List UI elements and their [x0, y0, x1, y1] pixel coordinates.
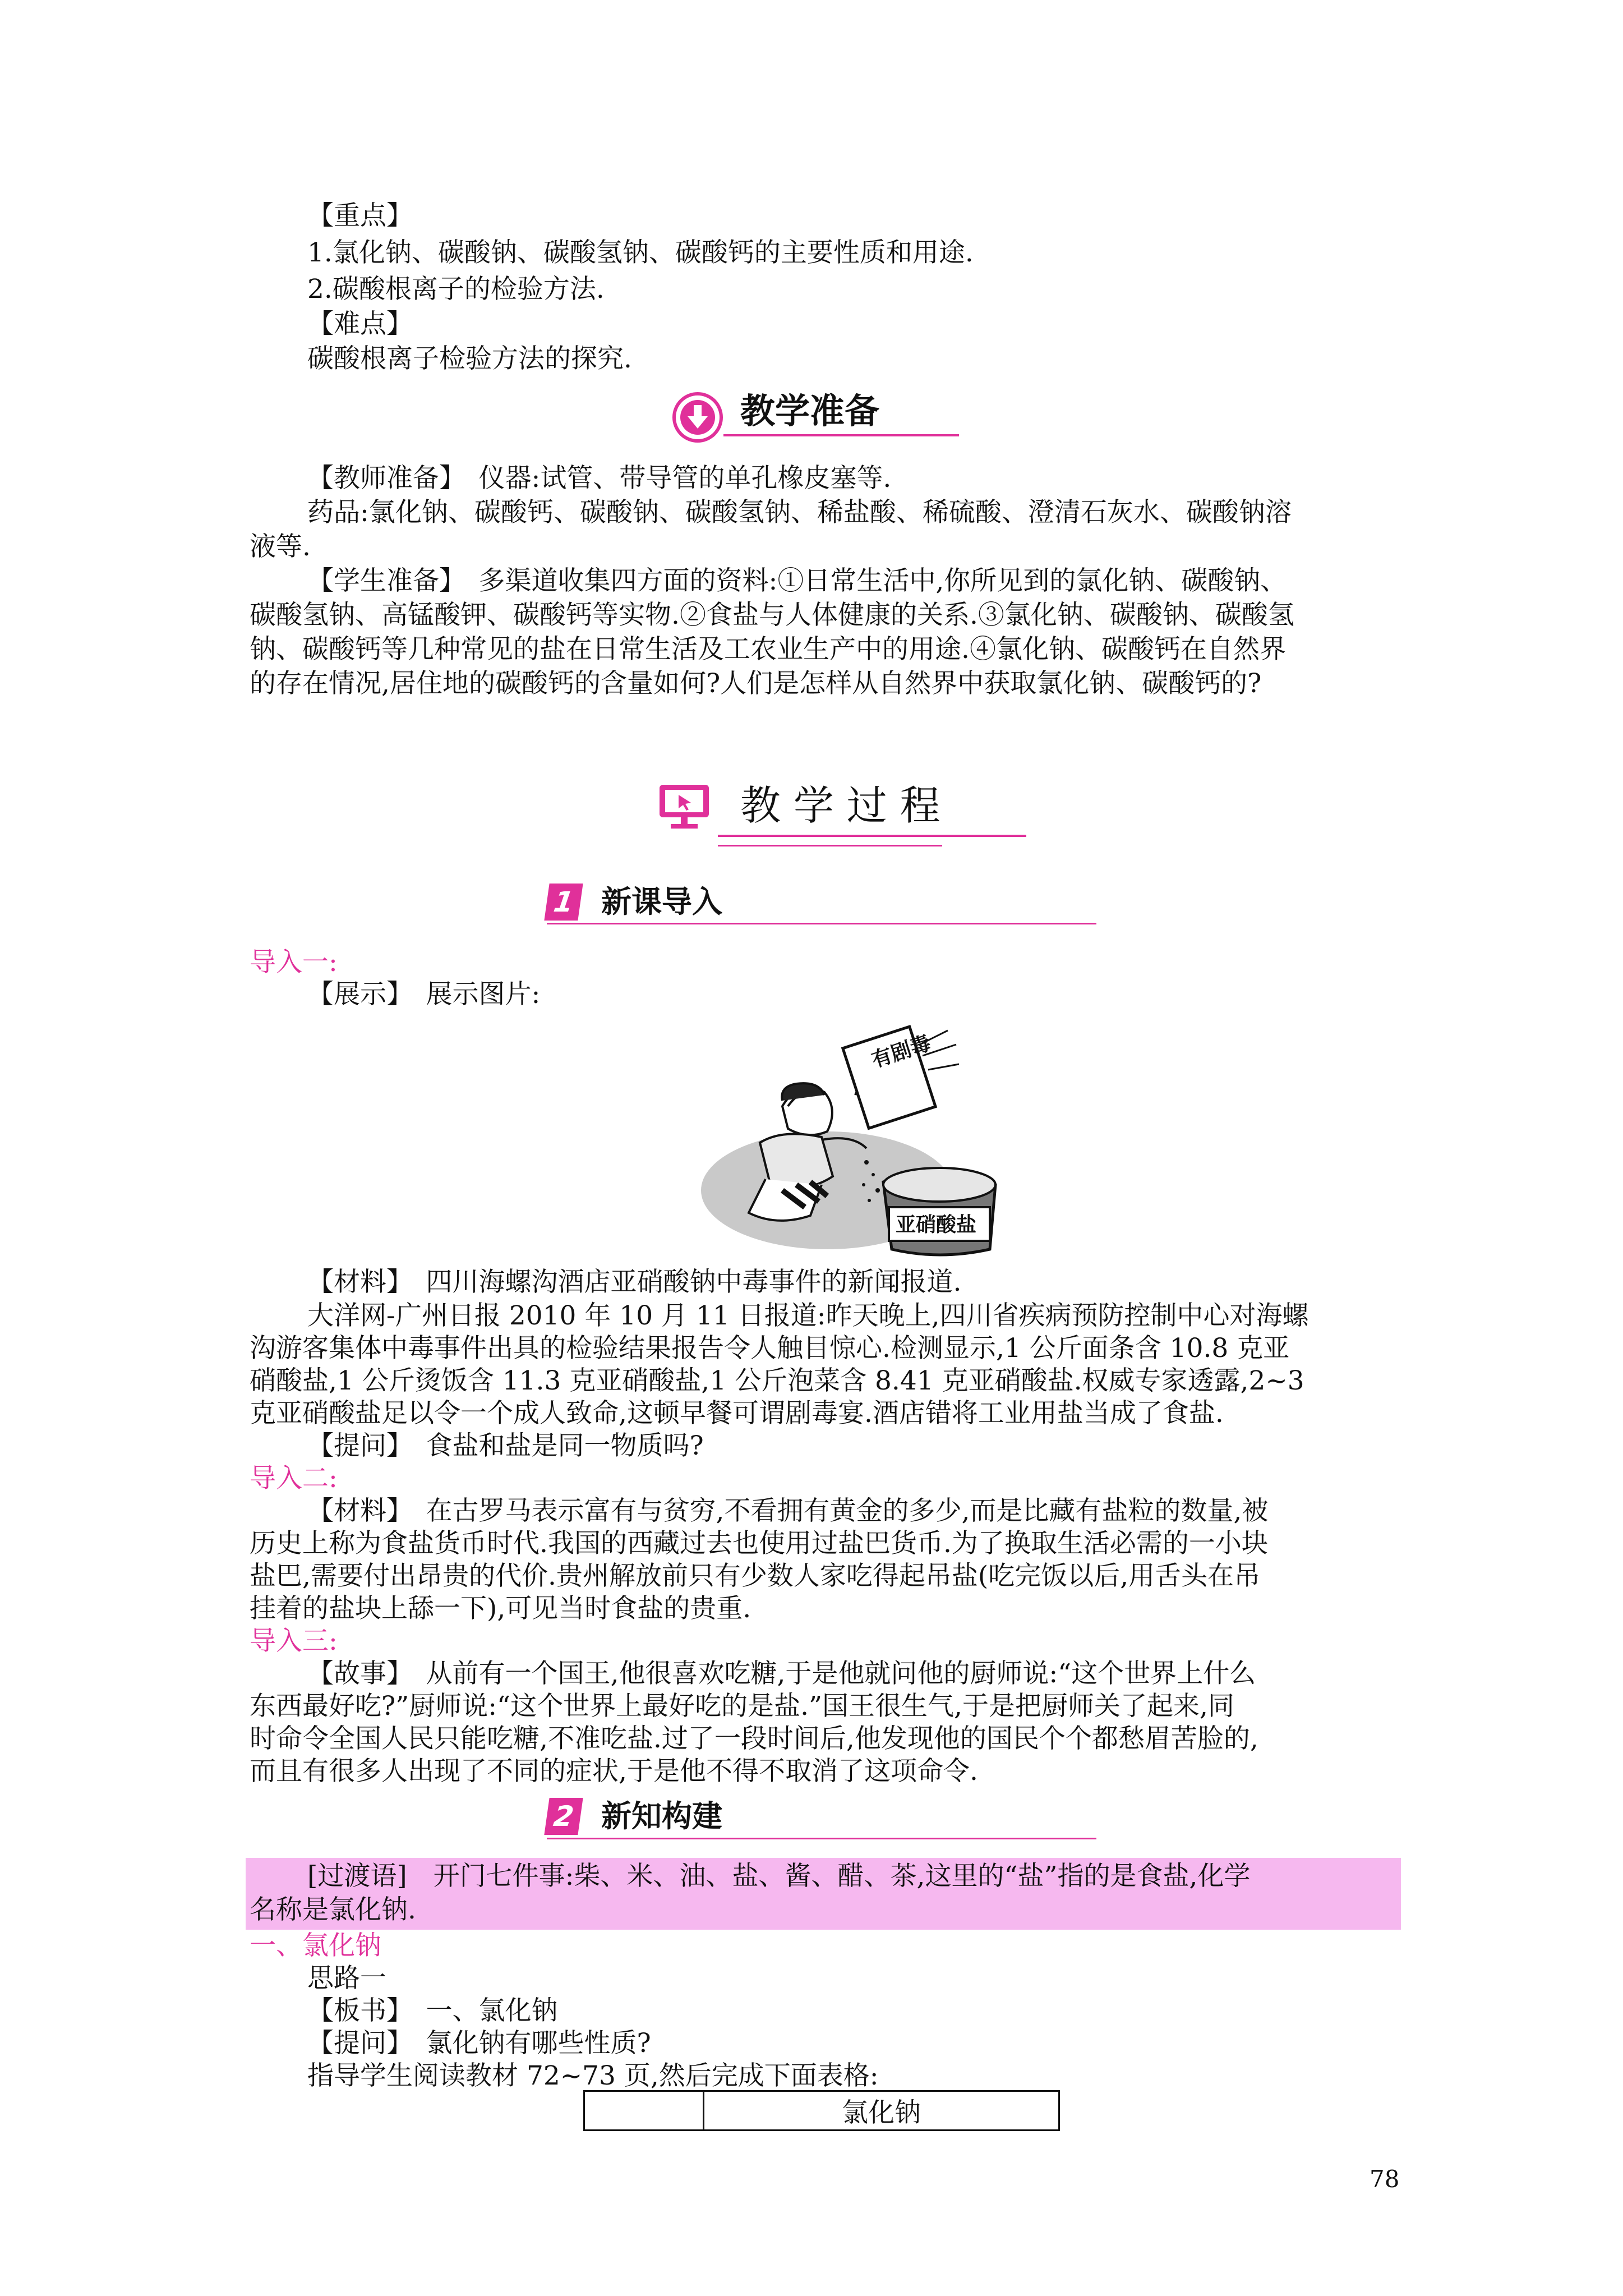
intro-2-label: 导入二: [250, 1463, 338, 1494]
section-1-title: 新课导入 [601, 884, 722, 919]
poison-label: 有剧毒 [869, 1032, 934, 1073]
student-prep-line-1: 【学生准备】 多渠道收集四方面的资料:①日常生活中,你所见到的氯化钠、碳酸钠、 [307, 565, 1287, 596]
intro-1-material-line-2: 沟游客集体中毒事件出具的检验结果报告令人触目惊心.检测显示,1 公斤面条含 10.8 克亚 [250, 1333, 1290, 1364]
intro-2-line-4: 挂着的盐块上舔一下),可见当时食盐的贵重. [250, 1593, 751, 1624]
intro-3-label: 导入三: [250, 1626, 338, 1657]
board-line: 【板书】 一、氯化钠 [307, 1995, 558, 2026]
nitrite-pot-label: 亚硝酸盐 [896, 1213, 977, 1236]
teacher-prep-line-1: 【教师准备】 仪器:试管、带导管的单孔橡皮塞等. [307, 463, 892, 494]
page-number: 78 [1370, 2165, 1400, 2193]
section-1-number: 1 [544, 884, 583, 921]
focus-item-2: 2.碳酸根离子的检验方法. [307, 274, 605, 305]
difficulty-heading: 【难点】 [307, 309, 413, 339]
teacher-prep-line-2: 药品:氯化钠、碳酸钙、碳酸钠、碳酸氢钠、稀盐酸、稀硫酸、澄清石灰水、碳酸钠溶 [307, 497, 1292, 528]
intro-3-line-4: 而且有很多人出现了不同的症状,于是他不得不取消了这项命令. [250, 1756, 978, 1787]
section-2-title: 新知构建 [601, 1798, 722, 1834]
approach-label: 思路一 [307, 1963, 386, 1994]
section-2-rule [547, 1838, 1096, 1839]
process-title-rule-top [718, 835, 1026, 837]
nitrite-poisoning-illustration [698, 1022, 1004, 1258]
focus-item-1: 1.氯化钠、碳酸钠、碳酸氢钠、碳酸钙的主要性质和用途. [307, 237, 974, 268]
guide-line: 指导学生阅读教材 72~73 页,然后完成下面表格: [307, 2060, 879, 2091]
intro-1-material-line-4: 克亚硝酸盐足以令一个成人致命,这顿早餐可谓剧毒宴.酒店错将工业用盐当成了食盐. [250, 1398, 1224, 1429]
intro-2-line-3: 盐巴,需要付出昂贵的代价.贵州解放前只有少数人家吃得起吊盐(吃完饭以后,用舌头在吊 [250, 1561, 1261, 1591]
section-2-number: 2 [544, 1798, 583, 1835]
transition-line-1: [过渡语] 开门七件事:柴、米、油、盐、酱、醋、茶,这里的“盐”指的是食盐,化学 [307, 1861, 1251, 1892]
process-title: 教 学 过 程 [740, 782, 940, 829]
table-header-empty [584, 2091, 704, 2131]
table-row [584, 2091, 1059, 2131]
monitor-icon [656, 781, 712, 831]
intro-1-show: 【展示】 展示图片: [307, 979, 541, 1010]
prep-title-rule [723, 434, 959, 436]
subsection-heading: 一、氯化钠 [250, 1930, 381, 1961]
section-1-rule [547, 923, 1096, 924]
intro-2-line-1: 【材料】 在古罗马表示富有与贫穷,不看拥有黄金的多少,而是比藏有盐粒的数量,被 [307, 1496, 1269, 1526]
intro-3-line-3: 时命令全国人民只能吃糖,不准吃盐.过了一段时间后,他发现他的国民个个都愁眉苦脸的, [250, 1723, 1258, 1754]
student-prep-line-4: 的存在情况,居住地的碳酸钙的含量如何?人们是怎样从自然界中获取氯化钠、碳酸钙的? [250, 668, 1262, 699]
intro-3-line-2: 东西最好吃?”厨师说:“这个世界上最好吃的是盐.”国王很生气,于是把厨师关了起来,同 [250, 1691, 1234, 1722]
intro-1-material-line-3: 硝酸盐,1 公斤烫饭含 11.3 克亚硝酸盐,1 公斤泡菜含 8.41 克亚硝酸盐.权威专家透露,2~3 [250, 1365, 1304, 1396]
difficulty-text: 碳酸根离子检验方法的探究. [307, 343, 632, 374]
intro-3-line-1: 【故事】 从前有一个国王,他很喜欢吃糖,于是他就问他的厨师说:“这个世界上什么 [307, 1658, 1256, 1689]
student-prep-line-2: 碳酸氢钠、高锰酸钾、碳酸钙等实物.②食盐与人体健康的关系.③氯化钠、碳酸钠、碳酸氢 [250, 600, 1294, 631]
prep-title: 教学准备 [740, 390, 880, 431]
intro-1-label: 导入一: [250, 947, 338, 978]
process-title-rule-bottom [718, 845, 942, 846]
nacl-table [583, 2090, 1060, 2131]
intro-2-line-2: 历史上称为食盐货币时代.我国的西藏过去也使用过盐巴货币.为了换取生活必需的一小块 [250, 1528, 1268, 1559]
focus-heading: 【重点】 [307, 200, 413, 231]
download-icon [672, 392, 723, 443]
intro-1-question: 【提问】 食盐和盐是同一物质吗? [307, 1430, 704, 1461]
intro-1-material-line-1: 大洋网-广州日报 2010 年 10 月 11 日报道:昨天晚上,四川省疾病预防控制中心对海螺 [307, 1300, 1309, 1331]
question-line: 【提问】 氯化钠有哪些性质? [307, 2028, 651, 2059]
intro-1-material-head: 【材料】 四川海螺沟酒店亚硝酸钠中毒事件的新闻报道. [307, 1267, 962, 1297]
transition-line-2: 名称是氯化钠. [250, 1894, 416, 1925]
student-prep-line-3: 钠、碳酸钙等几种常见的盐在日常生活及工农业生产中的用途.④氯化钠、碳酸钙在自然界 [250, 634, 1286, 665]
table-header-nacl: 氯化钠 [704, 2091, 1059, 2131]
teacher-prep-line-3: 液等. [250, 531, 311, 562]
